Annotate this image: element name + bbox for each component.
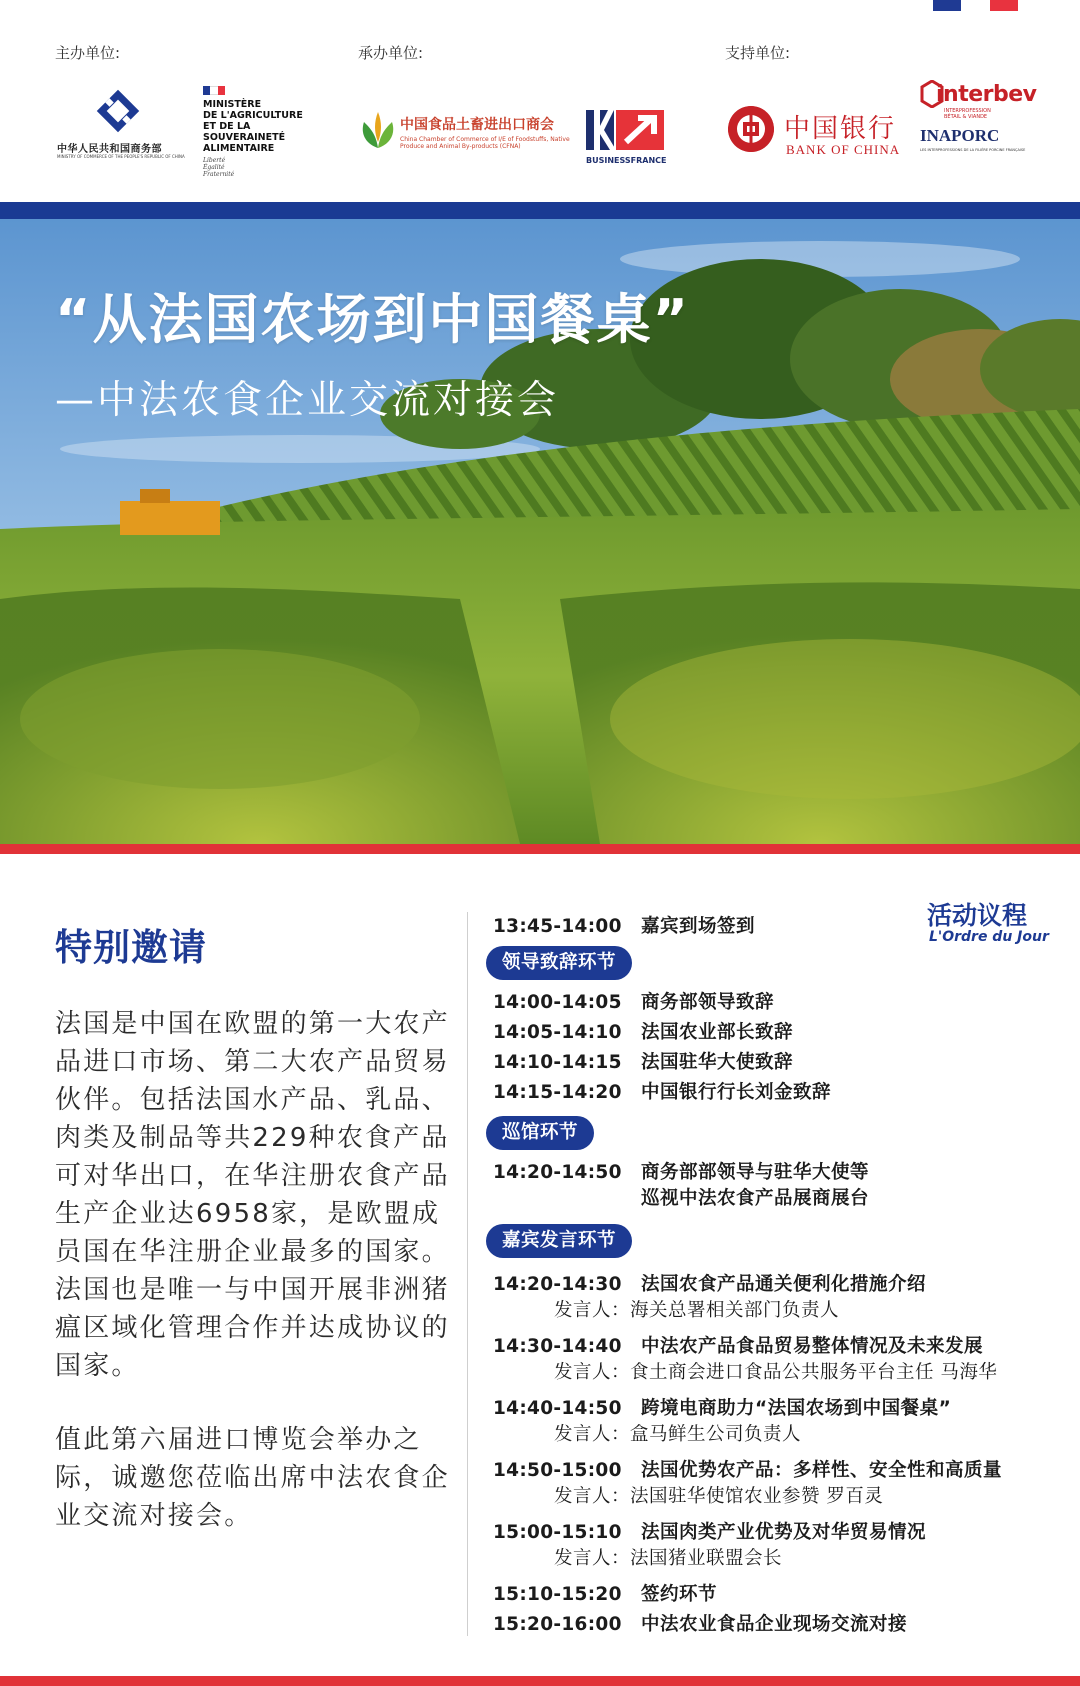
inaporc-sub: LES INTERPROFESSIONS DE LA FILIÈRE PORCINE FRANÇAISE (920, 148, 1026, 152)
agenda-row (493, 1018, 793, 1044)
agenda-desc: 签约环节 (641, 1584, 718, 1605)
hero-subtitle: —中法农食企业交流对接会 (55, 378, 560, 423)
agenda-row (493, 1610, 907, 1636)
agenda-time: 14:15-14:20 (493, 1082, 622, 1103)
agenda-row-tour (493, 1158, 869, 1184)
invitation-title: 特别邀请 (55, 926, 207, 969)
bank-of-china-chinese-name: 中国银行 (784, 114, 897, 144)
agenda-desc: 中法农业食品企业现场交流对接 (641, 1614, 908, 1635)
cfna-logo (356, 104, 576, 160)
agenda-desc: 商务部领导致辞 (641, 992, 775, 1013)
agenda-speaker: 发言人：食土商会进口食品公共服务平台主任 马海华 (554, 1362, 998, 1383)
agenda-desc: 法国驻华大使致辞 (641, 1052, 794, 1073)
agenda-row (493, 1332, 983, 1358)
mofcom-logo (57, 88, 187, 168)
agenda-time: 15:10-15:20 (493, 1584, 622, 1605)
agenda-desc: 法国优势农产品：多样性、安全性和高质量 (641, 1460, 1003, 1481)
agenda-time: 15:20-16:00 (493, 1614, 622, 1635)
agenda-time: 13:45-14:00 (493, 916, 622, 937)
agenda-row (493, 1270, 926, 1296)
agenda-desc: 法国肉类产业优势及对华贸易情况 (641, 1522, 927, 1543)
agenda-row (493, 1048, 793, 1074)
agenda-row (493, 1078, 831, 1104)
mofcom-emblem-icon (95, 88, 141, 134)
agenda-desc: 中法农产品食品贸易整体情况及未来发展 (641, 1336, 984, 1357)
agenda-title: 活动议程 (927, 901, 1028, 930)
support-label: 支持单位: (725, 44, 791, 62)
agenda-row (493, 1394, 951, 1420)
hero-title: “从法国农场到中国餐桌” (55, 288, 690, 351)
ministry-name: MINISTÈRE DE L'AGRICULTURE ET DE LA SOUVERAINETÉ ALIMENTAIRE (203, 99, 303, 154)
section-badge-tour: 巡馆环节 (486, 1116, 594, 1150)
agenda-row-tour-continued (641, 1184, 869, 1210)
bank-of-china-english-name: BANK OF CHINA (786, 142, 901, 157)
interbev-sub: INTERPROFESSION BÉTAIL & VIANDE (944, 108, 991, 120)
agenda-subtitle: L'Ordre du Jour (929, 929, 1049, 945)
bank-of-china-emblem-icon (728, 106, 774, 152)
cfna-english-name: China Chamber of Commerce of I/E of Foodstuffs, Native Produce and Animal By-products (CFNA) (400, 136, 570, 150)
agenda-time: 14:50-15:00 (493, 1460, 622, 1481)
host-label: 主办单位: (55, 44, 121, 62)
inaporc-name: INAPORC (920, 126, 1000, 145)
bottom-red-stripe (0, 1676, 1080, 1686)
agenda-time: 14:10-14:15 (493, 1052, 622, 1073)
agenda-row (493, 988, 774, 1014)
french-flag (933, 0, 1018, 11)
agenda-speaker: 发言人：法国驻华使馆农业参赞 罗百灵 (554, 1486, 884, 1507)
agenda-time: 14:05-14:10 (493, 1022, 622, 1043)
mofcom-sub: MINISTRY OF COMMERCE OF THE PEOPLE'S REPUBLIC OF CHINA (57, 154, 185, 159)
agenda-row-checkin (493, 912, 755, 938)
agenda-time: 14:20-14:50 (493, 1162, 622, 1183)
invitation-paragraph-2: 值此第六届进口博览会举办之际，诚邀您莅临出席中法农食企业交流对接会。 (55, 1425, 450, 1531)
agenda-desc: 法国农食产品通关便利化措施介绍 (641, 1274, 927, 1295)
section-badge-talks: 嘉宾发言环节 (486, 1224, 632, 1258)
agenda-time: 14:40-14:50 (493, 1398, 622, 1419)
cfna-chinese-name: 中国食品土畜进出口商会 (400, 117, 554, 133)
agenda-time: 14:30-14:40 (493, 1336, 622, 1357)
agenda-row (493, 1580, 717, 1606)
ministry-motto: Liberté Égalité Fraternité (203, 157, 235, 178)
agenda-desc: 嘉宾到场签到 (641, 916, 756, 937)
section-badge-speeches: 领导致辞环节 (486, 946, 632, 980)
red-stripe (0, 844, 1080, 854)
mofcom-name: 中华人民共和国商务部 (57, 144, 162, 155)
agenda-time: 15:00-15:10 (493, 1522, 622, 1543)
agenda-speaker: 发言人：海关总署相关部门负责人 (554, 1300, 840, 1321)
top-blue-stripe (0, 202, 1080, 219)
agenda-speaker: 发言人：法国猪业联盟会长 (554, 1548, 783, 1569)
agenda-desc: 中国银行行长刘金致辞 (641, 1082, 832, 1103)
agenda-desc: 法国农业部长致辞 (641, 1022, 794, 1043)
ministry-agriculture-logo (203, 86, 333, 178)
organization-labels (0, 42, 1080, 66)
agenda-desc: 跨境电商助力“法国农场到中国餐桌” (641, 1398, 952, 1419)
cfna-leaf-icon (356, 108, 400, 152)
business-france-mark-icon (586, 108, 666, 152)
invitation-paragraph-1: 法国是中国在欧盟的第一大农产品进口市场、第二大农产品贸易伙伴。包括法国水产品、乳品、肉类及制品等共229种农食产品可对华出口，在华注册农食产品生产企业达6958家，是欧盟成员国在华注册企业最多的国家。法国也是唯一与中国开展非洲猪瘟区域化管理合作并达成协议的国家。 (55, 1009, 450, 1381)
ministry-flag-icon (203, 86, 225, 95)
agenda-desc: 巡视中法农食产品展商展台 (641, 1188, 870, 1209)
agenda-row (493, 1456, 1002, 1482)
hero-banner (0, 219, 1080, 844)
agenda-time: 14:20-14:30 (493, 1274, 622, 1295)
interbev-name: interbev (936, 82, 1037, 107)
agenda-speaker: 发言人：盒马鲜生公司负责人 (554, 1424, 802, 1445)
business-france-name: BUSINESSFRANCE (586, 156, 667, 165)
agenda-row (493, 1518, 926, 1544)
organizer-label: 承办单位: (358, 44, 424, 62)
business-france-logo (586, 108, 676, 168)
agenda-time: 14:00-14:05 (493, 992, 622, 1013)
bank-of-china-logo (728, 106, 908, 158)
interbev-inaporc-logo (920, 80, 1037, 162)
column-divider (467, 912, 468, 1636)
agenda-desc: 商务部部领导与驻华大使等 (641, 1162, 870, 1183)
